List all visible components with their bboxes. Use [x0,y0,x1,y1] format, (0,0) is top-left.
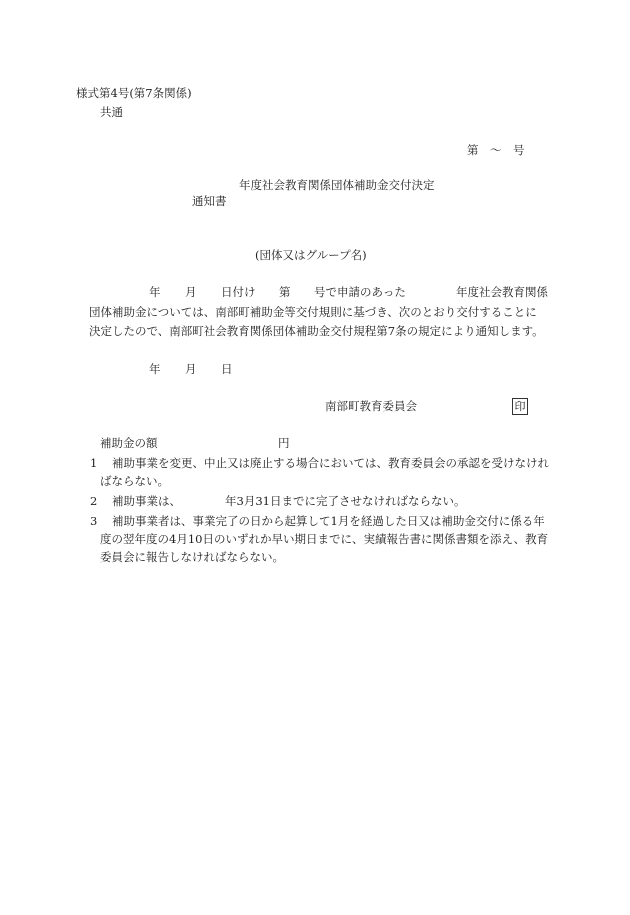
notice-day-label: 日 [221,362,233,376]
body-line-3: 決定したので、南部町社会教育関係団体補助金交付規程第7条の規定により通知します。 [89,324,544,338]
condition-2-text-a: 補助事業は、 [112,494,181,508]
condition-1-number: 1 [90,456,98,470]
condition-2-number: 2 [90,494,98,508]
amount-unit: 円 [278,436,290,450]
recipient-name: (団体又はグループ名) [255,248,367,262]
condition-1-line-1: 補助事業を変更、中止又は廃止する場合においては、教育委員会の承認を受けなけれ [112,456,549,470]
date-day-label: 日付け [221,285,256,299]
category-label: 共通 [100,105,123,119]
condition-3-line-3: 委員会に報告しなければならない。 [100,550,284,564]
notice-year-label: 年 [149,362,161,376]
fiscal-year-text: 年度社会教育関係 [456,285,548,299]
condition-3-line-1: 補助事業者は、事業完了の日から起算して1月を経過した日又は補助金交付に係る年 [112,514,545,528]
condition-3-line-2: 度の翌年度の4月10日のいずれか早い期日までに、実績報告書に関係書類を添え、教育 [100,532,549,546]
seal-stamp: 印 [512,398,528,415]
condition-1-line-2: ばならない。 [100,474,169,488]
title-line-1: 年度社会教育関係団体補助金交付決定 [239,178,435,192]
notice-month-label: 月 [185,362,197,376]
number-prefix: 第 [279,285,291,299]
amount-label: 補助金の額 [100,436,158,450]
condition-3-number: 3 [90,514,98,528]
condition-2-text-b: 年3月31日までに完了させなければならない。 [225,494,466,508]
form-number: 様式第4号(第7条関係) [76,86,192,100]
date-year-label: 年 [149,285,161,299]
title-line-2: 通知書 [192,194,227,208]
document-number: 第 〜 号 [467,143,525,157]
date-month-label: 月 [185,285,197,299]
issuer-name: 南部町教育委員会 [325,399,417,413]
number-suffix-text: 号で申請のあった [314,285,406,299]
body-line-2: 団体補助金については、南部町補助金等交付規則に基づき、次のとおり交付することに [89,305,537,319]
